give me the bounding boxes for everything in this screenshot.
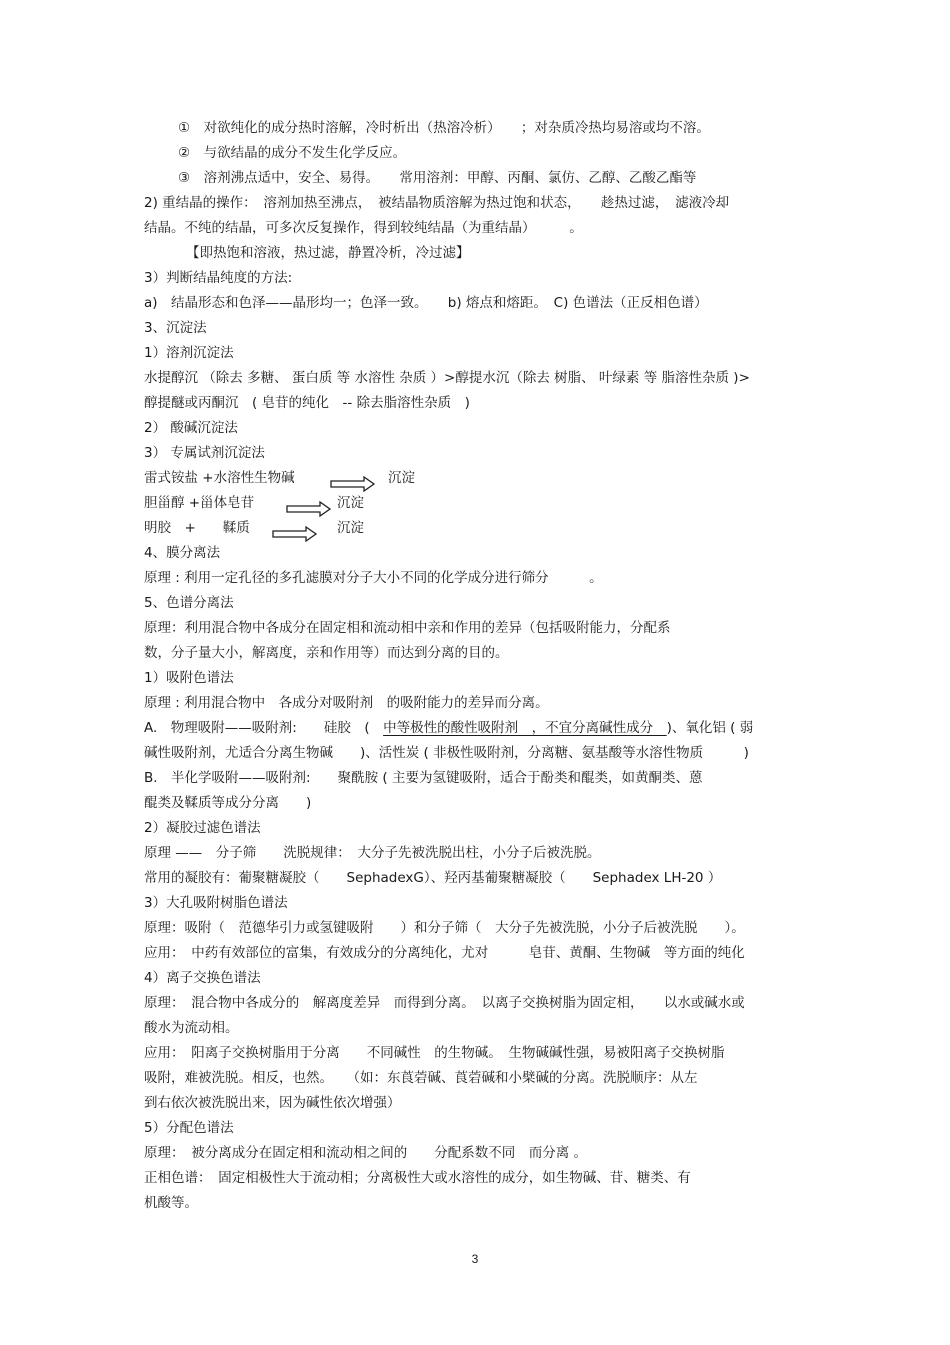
reaction-product: 沉淀	[337, 495, 364, 511]
text-line: 水提醇沉 （除去 多糖、 蛋白质 等 水溶性 杂质 ）>醇提水沉（除去 树脂、 叶绿素 等 脂溶性杂质 )>	[144, 370, 750, 386]
text-line: 原理 : 利用一定孔径的多孔滤膜对分子大小不同的化学成分进行筛分 。	[144, 570, 603, 586]
text-line: 到右依次被洗脱出来，因为碱性依次增强）	[144, 1095, 401, 1111]
text-line: 酸水为流动相。	[144, 1020, 239, 1036]
text-segment: A. 物理吸附——吸附剂: 硅胶 (	[144, 720, 384, 736]
text-line: 应用： 中药有效部位的富集，有效成分的分离纯化，尤对 皂苷、黄酮、生物碱 等方面的纯化	[144, 945, 745, 961]
text-line	[144, 719, 753, 737]
subsection-heading: 3） 专属试剂沉淀法	[144, 445, 265, 461]
text-line: 原理： 混合物中各成分的 解离度差异 而得到分离。 以离子交换树脂为固定相， 以水或碱水或	[144, 995, 745, 1011]
section-heading: 3、沉淀法	[144, 320, 207, 336]
subsection-heading: 2） 酸碱沉淀法	[144, 420, 238, 436]
section-heading: 5、色谱分离法	[144, 595, 234, 611]
text-line: 2) 重结晶的操作： 溶剂加热至沸点， 被结晶物质溶解为热过饱和状态， 趁热过滤， 滤液冷却	[144, 195, 730, 211]
text-line: B. 半化学吸附——吸附剂: 聚酰胺 ( 主要为氢键吸附，适合于酚类和醌类，如黄酮类、蒽	[144, 770, 703, 786]
reaction-product: 沉淀	[337, 520, 364, 536]
text-line: ② 与欲结晶的成分不发生化学反应。	[178, 145, 407, 161]
text-line: 原理：吸附（ 范德华引力或氢键吸附 ）和分子筛（ 大分子先被洗脱，小分子后被洗脱 ）。	[144, 920, 745, 936]
text-line: 原理：利用混合物中各成分在固定相和流动相中亲和作用的差异（包括吸附能力，分配系	[144, 620, 671, 636]
reaction-reagents: 胆甾醇 +甾体皂苷	[144, 495, 255, 511]
subsection-heading: 4）离子交换色谱法	[144, 970, 261, 986]
section-heading: 4、膜分离法	[144, 545, 221, 561]
text-line: ① 对欲纯化的成分热时溶解，冷时析出（热溶冷析） ；对杂质冷热均易溶或均不溶。	[178, 120, 710, 136]
text-line: 原理： 被分离成分在固定相和流动相之间的 分配系数不同 而分离 。	[144, 1145, 588, 1161]
text-line: 应用： 阳离子交换树脂用于分离 不同碱性 的生物碱。 生物碱碱性强，易被阳离子交换树脂	[144, 1045, 725, 1061]
subsection-heading: 1）溶剂沉淀法	[144, 345, 234, 361]
right-arrow-icon	[330, 476, 376, 492]
subsection-heading: 1）吸附色谱法	[144, 670, 234, 686]
text-line: 常用的凝胶有：葡聚糖凝胶（ SephadexG）、羟丙基葡聚糖凝胶（ Sephadex LH-20 ）	[144, 870, 722, 886]
text-line: 机酸等。	[144, 1195, 198, 1211]
text-line: 原理 : 利用混合物中 各成分对吸附剂 的吸附能力的差异而分离。	[144, 695, 549, 711]
text-line: a) 结晶形态和色泽——晶形均一；色泽一致。 b) 熔点和熔距。 C) 色谱法（正反相色谱）	[144, 295, 708, 311]
underlined-text: 中等极性的酸性吸附剂 ，不宜分离碱性成分	[383, 720, 667, 736]
subsection-heading: 2）凝胶过滤色谱法	[144, 820, 261, 836]
text-line: 原理 —— 分子筛 洗脱规律： 大分子先被洗脱出柱，小分子后被洗脱。	[144, 845, 601, 861]
text-line: 3）判断结晶纯度的方法:	[144, 270, 293, 286]
text-line: 正相色谱： 固定相极性大于流动相；分离极性大或水溶性的成分，如生物碱、苷、糖类、有	[144, 1170, 691, 1186]
text-line: 吸附，难被洗脱。相反，也然。 （如：东莨菪碱、莨菪碱和小檗碱的分离。洗脱顺序：从左	[144, 1070, 698, 1086]
reaction-reagents: 明胶 + 鞣质	[144, 520, 250, 536]
subsection-heading: 5）分配色谱法	[144, 1120, 234, 1136]
reaction-product: 沉淀	[388, 470, 415, 486]
reaction-reagents: 雷式铵盐 +水溶性生物碱	[144, 470, 295, 486]
text-line: 结晶。不纯的结晶，可多次反复操作，得到较纯结晶（为重结晶） 。	[144, 220, 583, 236]
text-line: ③ 溶剂沸点适中，安全、易得。 常用溶剂：甲醇、丙酮、氯仿、乙醇、乙酸乙酯等	[178, 170, 697, 186]
text-line: 碱性吸附剂，尤适合分离生物碱 )、活性炭 ( 非极性吸附剂，分离糖、氨基酸等水溶性物质 )	[144, 745, 749, 761]
right-arrow-icon	[272, 526, 318, 542]
right-arrow-icon	[286, 501, 332, 517]
page-number: 3	[471, 1252, 479, 1266]
text-line: 醇提醚或丙酮沉 ( 皂苷的纯化 -- 除去脂溶性杂质 )	[144, 395, 470, 411]
text-line: 数，分子量大小，解离度，亲和作用等）而达到分离的目的。	[144, 645, 509, 661]
text-segment: )、氧化铝 ( 弱	[666, 720, 754, 736]
text-line: 醌类及鞣质等成分分离 )	[144, 795, 312, 811]
text-line: 【即热饱和溶液，热过滤，静置冷析，冷过滤】	[186, 245, 470, 261]
subsection-heading: 3）大孔吸附树脂色谱法	[144, 895, 288, 911]
